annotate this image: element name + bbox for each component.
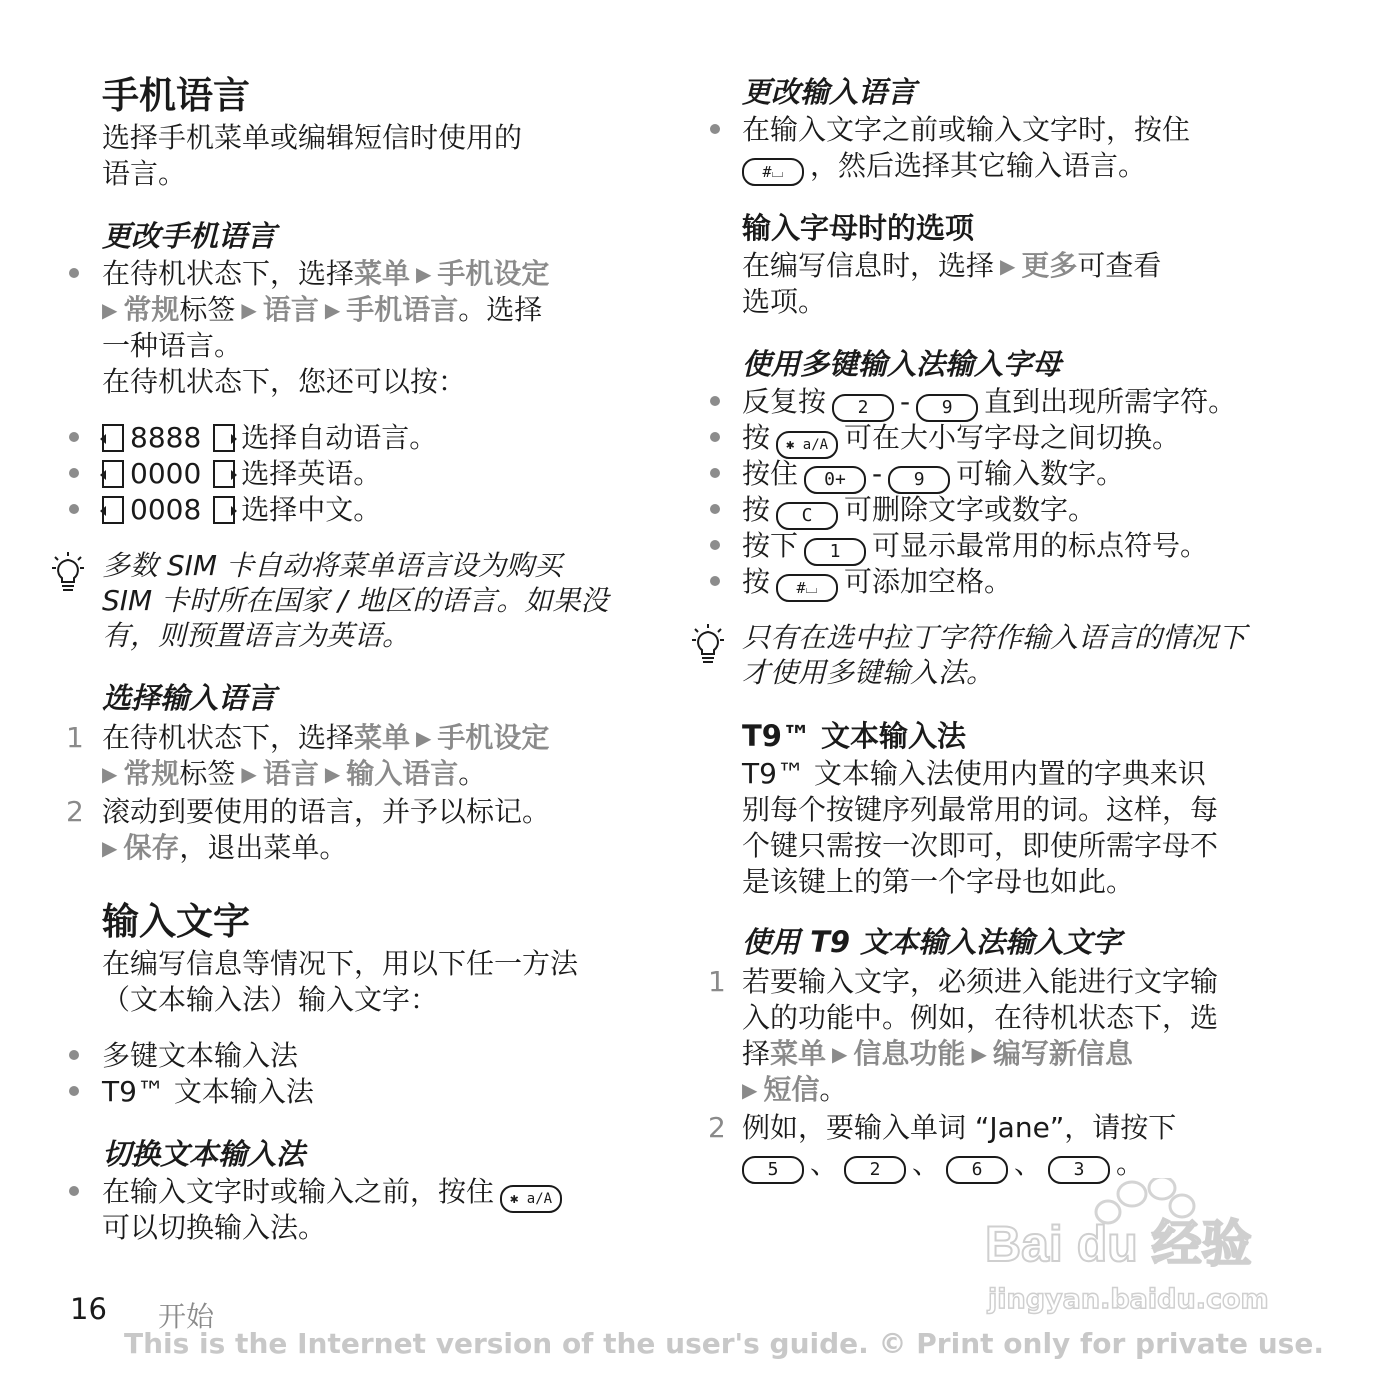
- list-item: 按 #⌴ 可添加空格。: [742, 564, 1012, 602]
- hash-key-icon: #⌴: [742, 158, 804, 186]
- arrow-icon: ▶: [1000, 254, 1016, 278]
- right-softkey-icon: [213, 460, 235, 488]
- paragraph-line: 在编写信息时，选择 ▶ 更多可查看: [742, 249, 1162, 282]
- paragraph-line: 在编写信息等情况下，用以下任一方法: [102, 947, 579, 980]
- menu-path-menu: 菜单: [770, 1037, 827, 1070]
- menu-path-general: 常规: [123, 757, 180, 790]
- heading-change-phone-language: 更改手机语言: [102, 219, 277, 253]
- bullet: [710, 432, 720, 442]
- list-item-continued: ▶ 常规标签 ▶ 语言 ▶ 手机语言。选择: [102, 293, 543, 326]
- key-1-icon: 1: [804, 538, 866, 566]
- bullet: [710, 504, 720, 514]
- step-number: 1: [66, 721, 84, 754]
- bullet: [69, 468, 79, 478]
- key-3-icon: 3: [1048, 1156, 1110, 1184]
- list-item: 按 ✱ a/A 可在大小写字母之间切换。: [742, 420, 1180, 459]
- step-text: 滚动到要使用的语言，并予以标记。: [102, 795, 551, 828]
- heading-phone-language: 手机语言: [102, 74, 250, 117]
- key-2-icon: 2: [832, 394, 894, 422]
- arrow-icon: ▶: [416, 262, 432, 286]
- menu-path-save: 保存: [123, 831, 180, 864]
- arrow-icon: ▶: [102, 298, 118, 322]
- step-text: 择菜单 ▶ 信息功能 ▶ 编写新信息: [742, 1037, 1133, 1070]
- menu-path-general: 常规: [123, 293, 180, 326]
- left-softkey-icon: [102, 424, 124, 452]
- heading-letter-options: 输入字母时的选项: [742, 211, 975, 245]
- arrow-icon: ▶: [241, 762, 257, 786]
- list-item: T9™ 文本输入法: [102, 1075, 314, 1108]
- step-number: 2: [708, 1111, 726, 1144]
- list-item: 0000 选择英语。: [96, 456, 381, 492]
- lightbulb-tip-icon: [46, 550, 90, 594]
- paragraph-line: T9™ 文本输入法使用内置的字典来识: [742, 757, 1206, 790]
- bullet: [69, 1086, 79, 1096]
- list-item: 在输入文字之前或输入文字时，按住: [742, 113, 1191, 146]
- arrow-icon: ▶: [102, 836, 118, 860]
- heading-input-text: 输入文字: [102, 900, 250, 943]
- bullet: [710, 468, 720, 478]
- hash-key-icon: #⌴: [776, 574, 838, 602]
- menu-path-sms: 短信: [763, 1073, 820, 1106]
- menu-path-write-new: 编写新信息: [992, 1037, 1133, 1070]
- paragraph-line: 一种语言。: [102, 329, 243, 362]
- footer-notice: This is the Internet version of the user's guide. © Print only for private use.: [124, 1327, 1324, 1360]
- page-number: 16: [70, 1292, 107, 1326]
- list-item-continued: 可以切换输入法。: [102, 1211, 327, 1244]
- bullet: [69, 432, 79, 442]
- arrow-icon: ▶: [324, 298, 341, 322]
- menu-path-phone-settings: 手机设定: [437, 721, 550, 754]
- heading-use-t9: 使用 T9 文本输入法输入文字: [742, 925, 1122, 959]
- step-text-continued: ▶ 常规标签 ▶ 语言 ▶ 输入语言。: [102, 757, 487, 790]
- watermark-url: jingyan.baidu.com: [988, 1284, 1269, 1315]
- step-number: 1: [708, 965, 726, 998]
- menu-path-menu: 菜单: [354, 257, 411, 290]
- list-item: 在待机状态下，选择菜单 ▶ 手机设定: [102, 257, 550, 290]
- heading-switch-method: 切换文本输入法: [102, 1137, 306, 1171]
- right-softkey-icon: [213, 496, 235, 524]
- key-6-icon: 6: [946, 1156, 1008, 1184]
- right-softkey-icon: [213, 424, 235, 452]
- tip-text-line: 只有在选中拉丁字符作输入语言的情况下: [742, 621, 1247, 654]
- paragraph-line: 语言。: [102, 157, 187, 190]
- step-text: 入的功能中。例如，在待机状态下，选: [742, 1001, 1219, 1034]
- bullet: [69, 268, 79, 278]
- menu-path-menu: 菜单: [354, 721, 411, 754]
- arrow-icon: ▶: [102, 762, 118, 786]
- tip-text-line: 有，则预置语言为英语。: [102, 619, 411, 652]
- list-item: 在输入文字时或输入之前，按住 ✱ a/A: [102, 1174, 568, 1213]
- menu-path-language: 语言: [262, 757, 319, 790]
- paragraph-line: （文本输入法）输入文字：: [102, 983, 439, 1016]
- list-item-continued: #⌴ ，然后选择其它输入语言。: [736, 148, 1146, 186]
- star-key-icon: ✱ a/A: [500, 1185, 562, 1213]
- star-key-icon: ✱ a/A: [776, 431, 838, 459]
- heading-change-input-language: 更改输入语言: [742, 75, 917, 109]
- list-item: 按下 1 可显示最常用的标点符号。: [742, 528, 1208, 566]
- menu-path-more: 更多: [1021, 249, 1078, 282]
- menu-path-language: 语言: [262, 293, 319, 326]
- paragraph-line: 选择手机菜单或编辑短信时使用的: [102, 121, 523, 154]
- arrow-icon: ▶: [832, 1042, 848, 1066]
- paragraph-line: 别每个按键序列最常用的词。这样，每: [742, 793, 1219, 826]
- paragraph-line: 选项。: [742, 285, 827, 318]
- menu-path-input-language: 输入语言: [346, 757, 459, 790]
- heading-select-input-language: 选择输入语言: [102, 681, 277, 715]
- arrow-icon: ▶: [324, 762, 341, 786]
- key-9-icon: 9: [888, 466, 950, 494]
- bullet: [69, 504, 79, 514]
- section-name: 开始: [158, 1300, 215, 1333]
- tip-text-line: SIM 卡时所在国家 / 地区的语言。如果没: [102, 584, 609, 617]
- menu-path-phone-settings: 手机设定: [437, 257, 550, 290]
- menu-path-messaging: 信息功能: [853, 1037, 966, 1070]
- tip-text-line: 多数 SIM 卡自动将菜单语言设为购买: [102, 549, 562, 582]
- arrow-icon: ▶: [971, 1042, 987, 1066]
- left-softkey-icon: [102, 460, 124, 488]
- bullet: [710, 540, 720, 550]
- paragraph-line: 在待机状态下，您还可以按：: [102, 365, 467, 398]
- bullet: [710, 124, 720, 134]
- tip-text-line: 才使用多键输入法。: [742, 656, 995, 689]
- step-text: 5 、 2 、 6 、 3 。: [736, 1146, 1144, 1184]
- bullet: [710, 396, 720, 406]
- list-item: 按住 0+ - 9 可输入数字。: [742, 456, 1124, 494]
- list-item: 反复按 2 - 9 直到出现所需字符。: [742, 384, 1236, 422]
- heading-multitap: 使用多键输入法输入字母: [742, 347, 1062, 381]
- paragraph-line: 是该键上的第一个字母也如此。: [742, 865, 1135, 898]
- bullet: [69, 1050, 79, 1060]
- step-text: 在待机状态下，选择菜单 ▶ 手机设定: [102, 721, 550, 754]
- key-2-icon: 2: [844, 1156, 906, 1184]
- key-5-icon: 5: [742, 1156, 804, 1184]
- key-0-icon: 0+: [804, 466, 866, 494]
- list-item: 多键文本输入法: [102, 1039, 299, 1072]
- bullet: [69, 1186, 79, 1196]
- list-item: 8888 选择自动语言。: [96, 420, 437, 456]
- list-item: 0008 选择中文。: [96, 492, 381, 528]
- step-text: ▶ 短信。: [742, 1073, 848, 1106]
- step-number: 2: [66, 795, 84, 828]
- bullet: [710, 576, 720, 586]
- arrow-icon: ▶: [742, 1078, 758, 1102]
- lightbulb-tip-icon: [686, 622, 730, 666]
- step-text: 若要输入文字，必须进入能进行文字输: [742, 965, 1219, 998]
- list-item: 按 C 可删除文字或数字。: [742, 492, 1096, 530]
- arrow-icon: ▶: [416, 726, 432, 750]
- heading-t9: T9™ 文本输入法: [742, 719, 967, 753]
- menu-path-phone-language: 手机语言: [346, 293, 459, 326]
- watermark-brand: Bai du 经验: [985, 1216, 1252, 1272]
- paragraph-line: 个键只需按一次即可，即使所需字母不: [742, 829, 1219, 862]
- step-text: 例如，要输入单词 “Jane”，请按下: [742, 1111, 1177, 1144]
- key-c-icon: C: [776, 502, 838, 530]
- step-text-continued: ▶ 保存，退出菜单。: [102, 831, 348, 864]
- key-9-icon: 9: [916, 394, 978, 422]
- arrow-icon: ▶: [241, 298, 257, 322]
- left-softkey-icon: [102, 496, 124, 524]
